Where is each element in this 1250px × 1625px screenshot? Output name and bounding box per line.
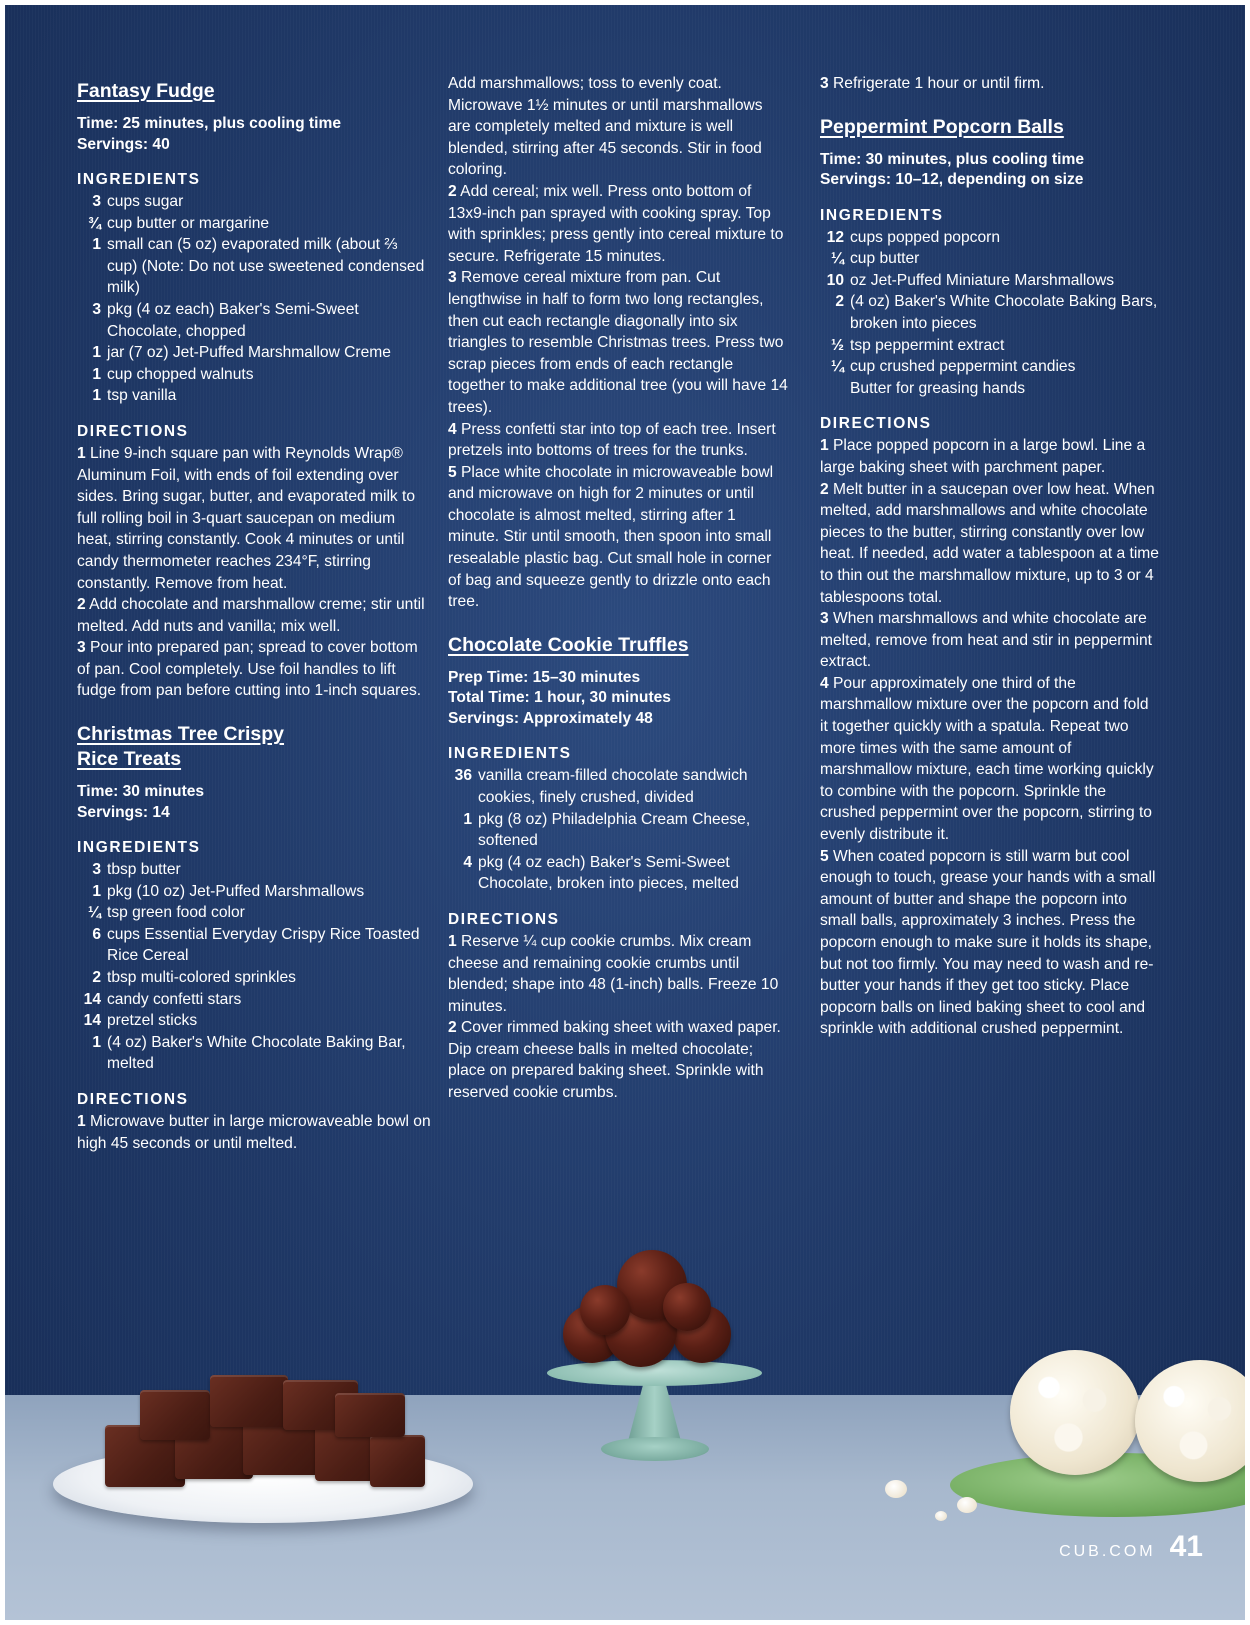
crispy-directions-header: DIRECTIONS <box>77 1091 189 1108</box>
ingredient-item: 10 oz Jet-Puffed Miniature Marshmallows <box>826 271 1115 289</box>
direction-step: 2 Add cereal; mix well. Press onto bottom of 13x9-inch pan sprayed with cooking spray. Top with sprinkles; press gently into cereal mixture to secure. Refrigerate 15 minutes. <box>448 182 784 265</box>
recipe-title-crispy: Christmas Tree Crispy Rice Treats <box>77 723 285 771</box>
crispy-ingredients-header: INGREDIENTS <box>77 839 201 857</box>
popcorn-time: Time: 30 minutes, plus cooling time <box>820 150 1084 168</box>
recipe-title-popcorn: Peppermint Popcorn Balls <box>820 115 1064 138</box>
ingredient-item: 12 cups popped popcorn <box>826 228 1000 246</box>
truffles-ingredient-list <box>448 765 788 895</box>
ingredient-item: 1 jar (7 oz) Jet-Puffed Marshmallow Creme <box>92 344 391 362</box>
ingredient-item: 1 cup chopped walnuts <box>92 365 254 383</box>
ingredient-item: 2 tbsp multi-colored sprinkles <box>92 969 296 987</box>
popcorn-ingredient-list <box>820 227 1160 400</box>
fudge-ingredient-list <box>77 191 432 407</box>
popcorn-servings: Servings: 10–12, depending on size <box>820 171 1084 189</box>
ingredient-item: ¾ cup butter or margarine <box>87 214 270 232</box>
direction-step-continued: Add marshmallows; toss to evenly coat. Microwave 1½ minutes or until marshmallows are completely melted and mixture is well blended, stirring after 45 seconds. Stir in food coloring. <box>448 75 763 179</box>
fudge-servings: Servings: 40 <box>77 135 170 153</box>
direction-step: 3 Pour into prepared pan; spread to cover bottom of pan. Cool completely. Use foil handles to lift fudge from pan before cutting into 1-inch squares. <box>77 639 422 700</box>
ingredient-item: 14 candy confetti stars <box>83 990 242 1008</box>
truffles-ingredients-header: INGREDIENTS <box>448 745 572 763</box>
direction-step: 2 Add chocolate and marshmallow creme; stir until melted. Add nuts and vanilla; mix well. <box>77 596 425 635</box>
direction-step: 1 Microwave butter in large microwaveable bowl on high 45 seconds or until melted. <box>77 1113 431 1152</box>
cake-stand-base <box>601 1437 709 1461</box>
fudge-time: Time: 25 minutes, plus cooling time <box>77 115 341 132</box>
direction-step: 1 Place popped popcorn in a large bowl. Line a large baking sheet with parchment paper. <box>820 437 1146 476</box>
ingredient-item: ¼ cup butter <box>830 250 920 268</box>
recipe-title-truffles: Chocolate Cookie Truffles <box>448 633 689 656</box>
ingredient-item: ½ tsp peppermint extract <box>830 336 1005 354</box>
popcorn-directions-header: DIRECTIONS <box>820 415 932 433</box>
direction-step: 3 Remove cereal mixture from pan. Cut lengthwise in half to form two long rectangles, then cut each rectangle diagonally into six triangles to resemble Christmas trees. Press two scrap pieces from ends of each rectangle together to make additional tree (you will have 14 trees). <box>448 269 788 416</box>
direction-step: 2 Melt butter in a saucepan over low heat. When melted, add marshmallows and white chocolate pieces to the butter, stirring constantly over low heat. If needed, add water a tablespoon at a time to thin out the marshmallow mixture, up to 3 or 4 tablespoons total. <box>820 480 1159 606</box>
ingredient-item: 14 pretzel sticks <box>83 1012 198 1030</box>
fudge-ingredients-header: INGREDIENTS <box>77 171 201 188</box>
ingredient-item: 3 tbsp butter <box>92 861 181 879</box>
crispy-ingredient-list <box>77 859 432 1075</box>
ingredient-item: 2 (4 oz) Baker's White Chocolate Baking Bars, broken into pieces <box>835 293 1158 332</box>
crispy-time: Time: 30 minutes <box>77 783 205 801</box>
ingredient-item: 36 vanilla cream-filled chocolate sandwich cookies, finely crushed, divided <box>454 767 748 806</box>
site-name: CUB.COM <box>1059 1543 1156 1560</box>
direction-step: 4 Press confetti star into top of each tree. Insert pretzels into bottoms of trees for the trunks. <box>448 420 776 460</box>
ingredient-item: 1 (4 oz) Baker's White Chocolate Baking Bar, melted <box>92 1033 406 1073</box>
truffles-total-time: Total Time: 1 hour, 30 minutes <box>448 689 671 707</box>
page-number: 41 <box>1169 1530 1203 1563</box>
ingredient-item: 3 cups sugar <box>92 193 184 210</box>
column-left <box>77 73 432 1154</box>
direction-step: 3 Refrigerate 1 hour or until firm. <box>820 75 1045 92</box>
direction-step: 1 Reserve ¼ cup cookie crumbs. Mix cream cheese and remaining cookie crumbs until blended; shape into 48 (1-inch) balls. Freeze 10 minutes. <box>448 932 779 1015</box>
recipe-title-fudge: Fantasy Fudge <box>77 80 215 102</box>
page-footer <box>1059 1530 1203 1564</box>
direction-step: 1 Line 9-inch square pan with Reynolds Wrap® Aluminum Foil, with ends of foil extending over sides. Bring sugar, butter, and evaporated milk to full rolling boil in 3-quart saucepan on medium heat, stirring constantly. Cook 4 minutes or until candy thermometer reaches 234°F, stirring constantly. Remove from heat. <box>77 444 416 592</box>
ingredient-item: ¼ tsp green food color <box>87 904 245 922</box>
ingredient-item: 1 tsp vanilla <box>92 387 177 405</box>
truffles-servings: Servings: Approximately 48 <box>448 709 653 727</box>
cake-stand-image <box>627 1383 682 1445</box>
crispy-servings: Servings: 14 <box>77 803 170 821</box>
truffles-directions-header: DIRECTIONS <box>448 910 560 928</box>
truffles-prep-time: Prep Time: 15–30 minutes <box>448 668 641 686</box>
ingredient-item: 3 pkg (4 oz each) Baker's Semi-Sweet Chocolate, chopped <box>92 300 359 340</box>
direction-step: 3 When marshmallows and white chocolate are melted, remove from heat and stir in peppermint extract. <box>820 610 1152 671</box>
direction-step: 5 When coated popcorn is still warm but cool enough to touch, grease your hands with a small amount of butter and shape the popcorn into small balls, approximately 3 inches. Press the popcorn enough to make sure it holds its shape, but not too firmly. You may need to wash and re-butter your hands if they get too sticky. Place popcorn balls on lined baking sheet to cool and sprinkle with additional crushed peppermint. <box>820 847 1156 1038</box>
ingredient-item: ¼ cup crushed peppermint candies <box>830 358 1076 376</box>
ingredient-item: Butter for greasing hands <box>850 379 1026 397</box>
ingredient-item: 6 cups Essential Everyday Crispy Rice Toasted Rice Cereal <box>92 925 420 965</box>
column-right <box>820 73 1160 1040</box>
column-middle <box>448 73 788 1104</box>
fudge-directions-header: DIRECTIONS <box>77 422 189 440</box>
popcorn-ingredients-header: INGREDIENTS <box>820 206 944 224</box>
ingredient-item: 1 pkg (8 oz) Philadelphia Cream Cheese, softened <box>463 810 751 850</box>
ingredient-item: 4 pkg (4 oz each) Baker's Semi-Sweet Chocolate, broken into pieces, melted <box>463 853 739 893</box>
direction-step: 4 Pour approximately one third of the marshmallow mixture over the popcorn and fold it together quickly with a spatula. Repeat two more times with the same amount of marshmallow mixture, each time working quickly to combine with the popcorn. Sprinkle the crushed peppermint over the popcorn, stirring to evenly distribute it. <box>820 674 1154 844</box>
direction-step: 2 Cover rimmed baking sheet with waxed paper. Dip cream cheese balls in melted chocolate; place on prepared baking sheet. Sprinkle with reserved cookie crumbs. <box>448 1019 781 1102</box>
magazine-page <box>5 5 1245 1620</box>
ingredient-item: 1 pkg (10 oz) Jet-Puffed Marshmallows <box>92 882 365 900</box>
ingredient-item: 1 small can (5 oz) evaporated milk (about ⅔ cup) (Note: Do not use sweetened condensed milk) <box>92 236 425 297</box>
direction-step: 5 Place white chocolate in microwaveable bowl and microwave on high for 2 minutes or until chocolate is almost melted, stirring after 1 minute. Stir until smooth, then spoon into small resealable plastic bag. Cut small hole in corner of bag and squeeze gently to drizzle onto each tree. <box>448 463 774 611</box>
